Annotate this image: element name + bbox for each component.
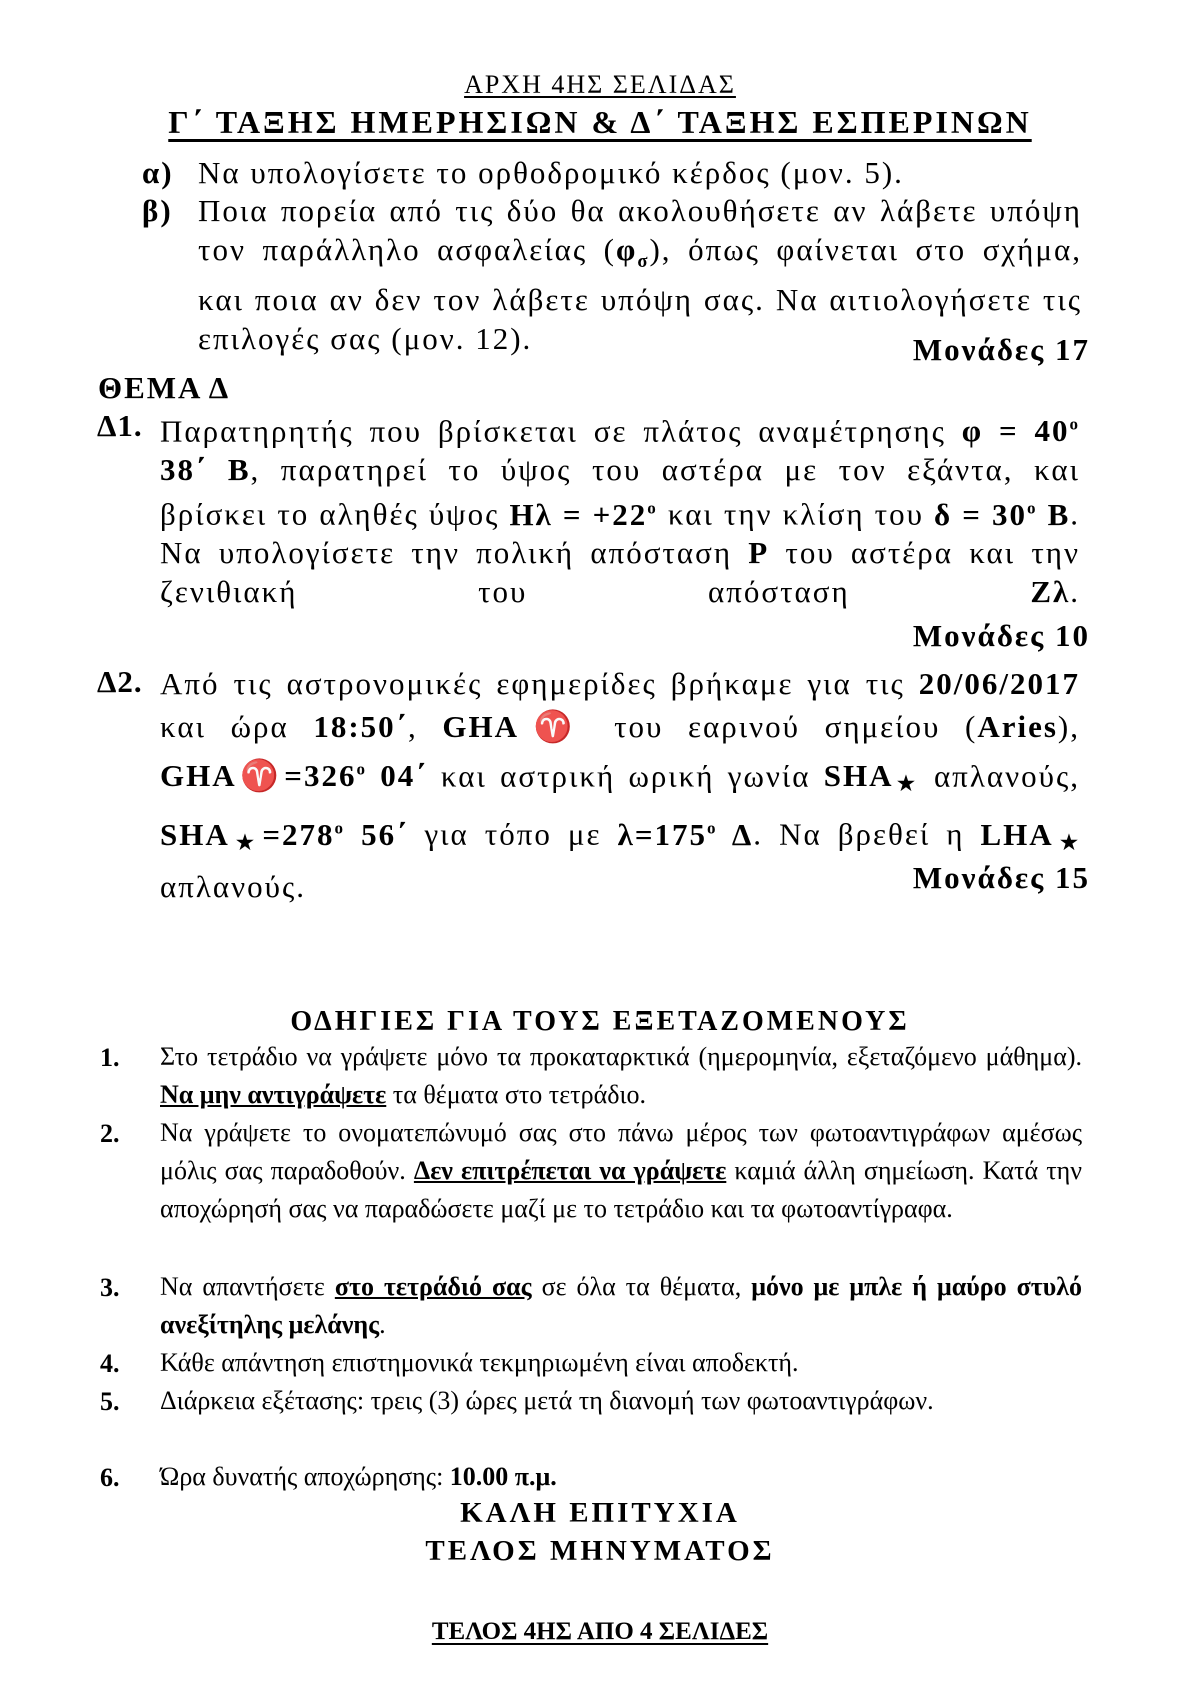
star-icon: ★ bbox=[229, 831, 263, 854]
part-a-text: Να υπολογίσετε το ορθοδρομικό κέρδος (μον. 5). bbox=[198, 155, 904, 190]
theme-d-title: ΘΕΜΑ Δ bbox=[98, 370, 231, 405]
instruction-2: Να γράψετε το ονοματεπώνυμό σας στο πάνω μέρος των φωτοαντιγράφων αμέσως μόλις σας παραδοθούν. Δεν επιτρέπεται να γράψετε καμιά άλλη σημείωση. Κατά την αποχώρησή σας να παραδώσετε μαζί με το τετράδιο και τα φωτοαντίγραφα. bbox=[160, 1118, 1082, 1223]
points-10: Μονάδες 10 bbox=[912, 618, 1090, 653]
instruction-4: Κάθε απάντηση επιστημονικά τεκμηριωμένη είναι αποδεκτή. bbox=[160, 1348, 799, 1377]
instruction-3-number: 3. bbox=[100, 1273, 120, 1302]
part-b-label: β) bbox=[142, 193, 173, 228]
points-17: Μονάδες 17 bbox=[912, 332, 1090, 367]
page-start-label: ΑΡΧΗ 4ΗΣ ΣΕΛΙΔΑΣ bbox=[464, 70, 736, 99]
part-a-label: α) bbox=[142, 155, 174, 190]
points-15: Μονάδες 15 bbox=[912, 860, 1090, 895]
star-icon: ★ bbox=[1053, 831, 1080, 854]
instruction-3: Να απαντήσετε στο τετράδιό σας σε όλα τα θέματα, μόνο με μπλε ή μαύρο στυλό ανεξίτηλης μελάνης. bbox=[160, 1272, 1082, 1339]
question-part-a bbox=[142, 154, 1080, 193]
instruction-4-number: 4. bbox=[100, 1349, 120, 1378]
d2-label: Δ2. bbox=[97, 664, 143, 699]
end-of-message: ΤΕΛΟΣ ΜΗΝΥΜΑΤΟΣ bbox=[425, 1535, 775, 1567]
good-luck: ΚΑΛΗ ΕΠΙΤΥΧΙΑ bbox=[460, 1497, 740, 1529]
instruction-2-number: 2. bbox=[100, 1119, 120, 1148]
instruction-5-number: 5. bbox=[100, 1387, 120, 1416]
instruction-6-number: 6. bbox=[100, 1463, 120, 1492]
instruction-1: Στο τετράδιο να γράψετε μόνο τα προκαταρκτικά (ημερομηνία, εξεταζόμενο μάθημα). Να μην αντιγράψετε τα θέματα στο τετράδιο. bbox=[160, 1042, 1082, 1109]
instruction-1-number: 1. bbox=[100, 1043, 120, 1072]
instruction-5: Διάρκεια εξέτασης: τρεις (3) ώρες μετά τη διανομή των φωτοαντιγράφων. bbox=[160, 1386, 934, 1415]
d1-label: Δ1. bbox=[97, 408, 143, 443]
d2-text: Από τις αστρονομικές εφημερίδες βρήκαμε για τις 20/06/2017 και ώρα 18:50΄, GHA♈ του εαρινού σημείου (Aries), $GHA♈=326^o$ 04΄ και αστρική ωρική γωνία SHA★ απλανούς, $SHA★=278^o$ 56΄ για τόπο με $\lambda=175^o$ Δ. Να βρεθεί η LHA★ απλανούς. bbox=[160, 666, 1080, 904]
page-end-label: ΤΕΛΟΣ 4ΗΣ ΑΠΟ 4 ΣΕΛΙΔΕΣ bbox=[431, 1618, 769, 1645]
d1-text: Παρατηρητής που βρίσκεται σε πλάτος αναμέτρησης $\varphi = 40^o$ 38΄ Β, παρατηρεί το ύψος του αστέρα με τον εξάντα, και βρίσκει το αληθές ύψος $H\lambda = +22^o$ και την κλίση του $\delta = 30^o$ Β. Να υπολογίσετε την πολική απόσταση Ρ του αστέρα και την ζενιθιακή του απόσταση Ζλ. bbox=[160, 413, 1081, 609]
class-title: Γ΄ ΤΑΞΗΣ ΗΜΕΡΗΣΙΩΝ & Δ΄ ΤΑΞΗΣ ΕΣΠΕΡΙΝΩΝ bbox=[168, 104, 1032, 140]
instruction-6: Ώρα δυνατής αποχώρησης: 10.00 π.μ. bbox=[160, 1462, 557, 1491]
instructions-title: ΟΔΗΓΙΕΣ ΓΙΑ ΤΟΥΣ ΕΞΕΤΑΖΟΜΕΝΟΥΣ bbox=[290, 1006, 910, 1037]
star-icon: ★ bbox=[893, 773, 921, 796]
question-part-b: β) Ποια πορεία από τις δύο θα ακολουθήσετε αν λάβετε υπόψη τον παράλληλο ασφαλείας $(\varphi_\sigma)$, όπως φαίνεται στο σχήμα, και ποια αν δεν τον λάβετε υπόψη σας. Να αιτιολογήσετε τις επιλογές σας (μον. 12). bbox=[142, 193, 1082, 356]
